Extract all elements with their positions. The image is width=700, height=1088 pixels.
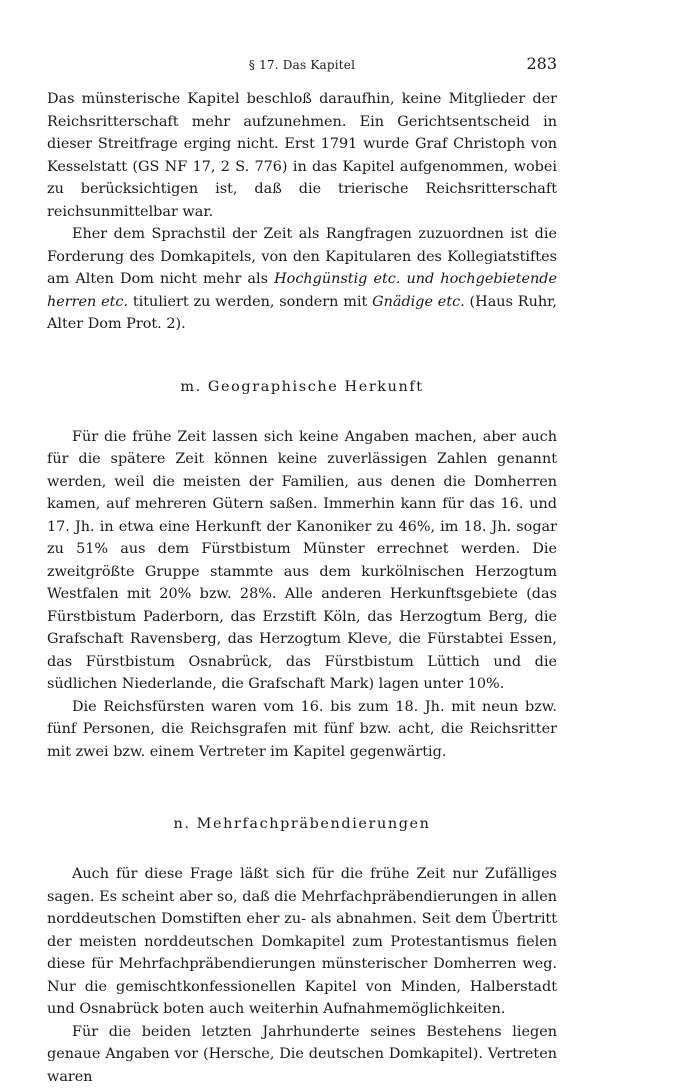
page-number: 283	[526, 54, 557, 73]
paragraph-reichsfuersten: Die Reichsfürsten waren vom 16. bis zum 18. Jh. mit neun bzw. fünf Personen, die Reichsgrafen mit fünf bzw. acht, die Reichsritter mit zwei bzw. einem Vertreter im Kapitel gegenwärtig.	[47, 696, 557, 764]
paragraph-sprachstil	[47, 223, 557, 336]
running-head	[47, 54, 557, 78]
text-run: Eher dem Sprachstil der Zeit als Rangfragen zuzuordnen ist die Forderung des Domkapitels, von den Kapitularen des Kollegiatstiftes am Alten Dom nicht mehr als	[47, 226, 557, 287]
paragraph-letzte-jahrhunderte: Für die beiden letzten Jahrhunderte seines Bestehens liegen genaue Angaben vor (Hersche, Die deutschen Domkapitel). Vertreten waren	[47, 1021, 557, 1088]
section-spacer	[47, 763, 557, 813]
section-spacer	[47, 835, 557, 863]
text-run: (Haus Ruhr, Alter Dom Prot. 2).	[47, 294, 557, 333]
paragraph-mehrfach-frage: Auch für diese Frage läßt sich für die frühe Zeit nur Zufälliges sagen. Es scheint aber so, daß die Mehrfachpräbendierungen in allen norddeutschen Domstiften eher zu- als abnahmen. Seit dem Übertritt der meisten norddeutschen Domkapitel zum Protestantismus fielen diese für Mehrfachpräbendierungen münsterischer Domherren weg. Nur die gemischtkonfessionellen Kapitel von Minden, Halberstadt und Osnabrück boten auch weiterhin Aufnahmemöglichkeiten.	[47, 863, 557, 1021]
section-heading-mehrfachpraebendierungen: n. Mehrfachpräbendierungen	[47, 813, 557, 835]
paragraph-reichsritterschaft: Das münsterische Kapitel beschloß daraufhin, keine Mitglieder der Reichsritterschaft mehr aufzunehmen. Ein Gerichtsentscheid in dieser Streitfrage erging nicht. Erst 1791 wurde Graf Christoph von Kesselstatt (GS NF 17, 2 S. 776) in das Kapitel aufgenommen, wobei zu berücksichtigen ist, daß die trierische Reichsritterschaft reichsunmittelbar war.	[47, 88, 557, 223]
quoted-title-italic: Gnädige etc.	[372, 294, 465, 310]
quoted-title-italic: Hochgünstig etc. und hochgebietende herren etc.	[47, 271, 557, 310]
section-spacer	[47, 336, 557, 376]
section-spacer	[47, 398, 557, 426]
section-heading-geographische-herkunft: m. Geographische Herkunft	[47, 376, 557, 398]
page-body	[47, 88, 557, 1088]
text-run: tituliert zu werden, sondern mit	[128, 294, 372, 310]
paragraph-herkunft: Für die frühe Zeit lassen sich keine Angaben machen, aber auch für die spätere Zeit können keine zuverlässigen Zahlen genannt werden, weil die meisten der Familien, aus denen die Domherren kamen, auf mehreren Gütern saßen. Immerhin kann für das 16. und 17. Jh. in etwa eine Herkunft der Kanoniker zu 46%, im 18. Jh. sogar zu 51% aus dem Fürstbistum Münster errechnet werden. Die zweitgrößte Gruppe stammte aus dem kurkölnischen Herzogtum Westfalen mit 20% bzw. 28%. Alle anderen Herkunftsgebiete (das Fürstbistum Paderborn, das Erzstift Köln, das Herzogtum Berg, die Grafschaft Ravensberg, das Herzogtum Kleve, die Fürstabtei Essen, das Fürstbistum Osnabrück, das Fürstbistum Lüttich und die südlichen Niederlande, die Grafschaft Mark) lagen unter 10%.	[47, 426, 557, 696]
running-title: § 17. Das Kapitel	[47, 58, 557, 72]
